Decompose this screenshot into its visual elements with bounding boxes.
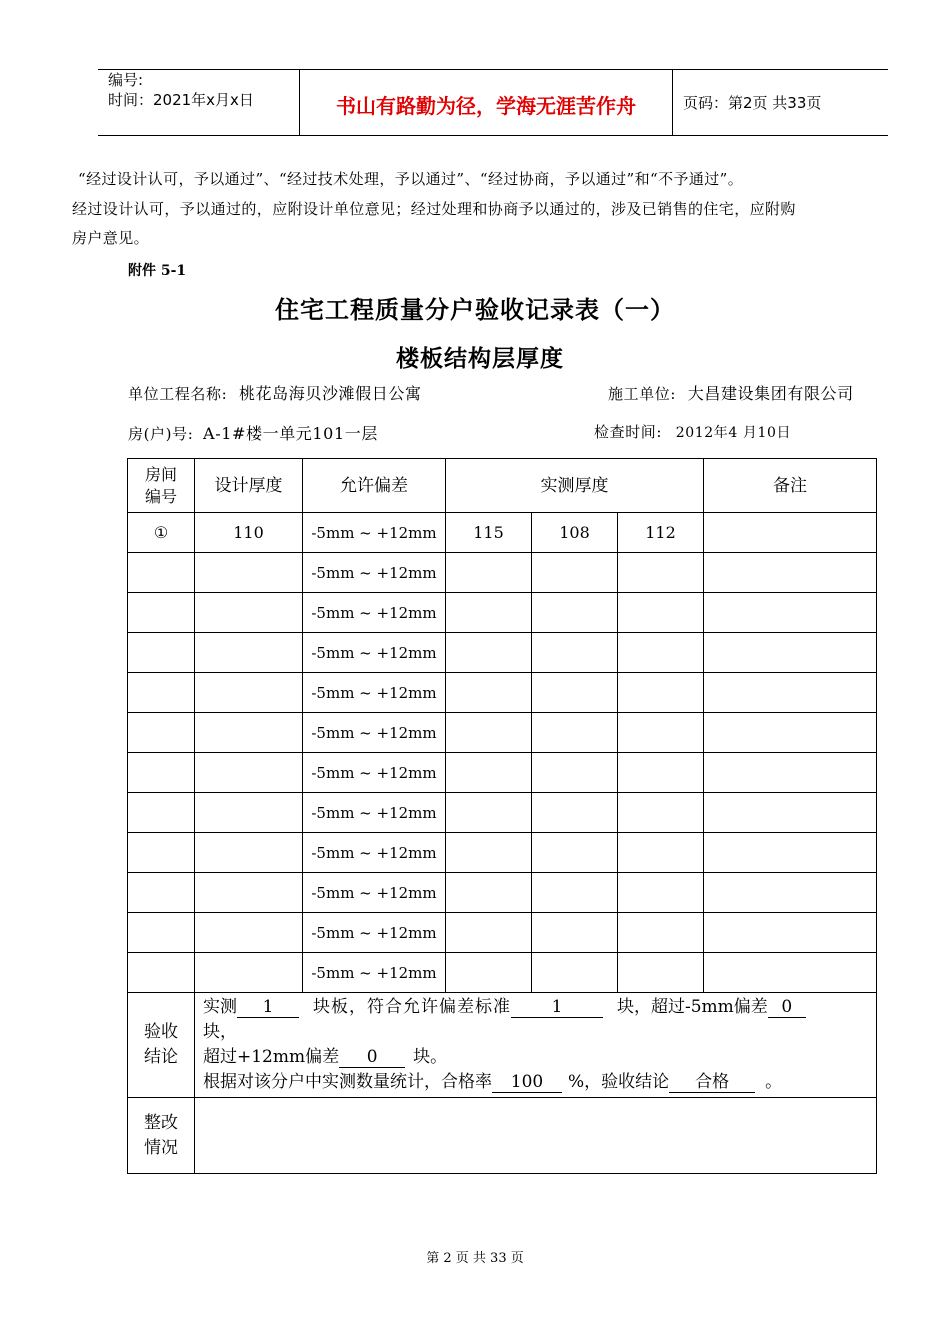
cell-remark: [704, 753, 877, 793]
header-measured: 实测厚度: [446, 459, 704, 513]
project-value: 桃花岛海贝沙滩假日公寓: [238, 384, 422, 403]
cell-remark: [704, 553, 877, 593]
header-meta: [108, 70, 254, 110]
cell-tolerance: -5mm ~ +12mm: [303, 713, 446, 753]
page-subtitle: 楼板结构层厚度: [396, 346, 564, 372]
over-count: 0: [339, 1047, 405, 1068]
cell-measured-2: [532, 553, 618, 593]
annex-label: 附件 5-1: [128, 263, 187, 279]
cell-tolerance: -5mm ~ +12mm: [303, 673, 446, 713]
room-label: 房(户)号:: [128, 425, 194, 443]
cell-room: [128, 553, 195, 593]
conclusion-line-3: [203, 1045, 868, 1070]
cell-design: [195, 593, 303, 633]
doc-number-label: 编号:: [108, 71, 144, 89]
cell-measured-1: 115: [446, 513, 532, 553]
cell-room: [128, 673, 195, 713]
cell-measured-3: [618, 593, 704, 633]
cell-measured-1: [446, 673, 532, 713]
header-room: [128, 459, 195, 513]
cell-remark: [704, 513, 877, 553]
table-row: [128, 673, 877, 713]
cell-measured-2: [532, 593, 618, 633]
header-tolerance: 允许偏差: [303, 459, 446, 513]
cell-tolerance: -5mm ~ +12mm: [303, 593, 446, 633]
cell-tolerance: -5mm ~ +12mm: [303, 553, 446, 593]
doc-time-label: 时间：2021年x月x日: [108, 91, 254, 109]
cell-measured-3: [618, 913, 704, 953]
cell-tolerance: -5mm ~ +12mm: [303, 633, 446, 673]
cell-measured-2: [532, 913, 618, 953]
table-row: [128, 553, 877, 593]
cell-remark: [704, 673, 877, 713]
conclusion-t2: 块板，符合允许偏差标准: [313, 997, 511, 1017]
conclusion-t8: %，验收结论: [568, 1072, 670, 1092]
conclusion-text: [195, 993, 877, 1098]
conclusion-line-1: [203, 995, 868, 1020]
cell-remark: [704, 953, 877, 993]
check-date-value: 2012年4 月10日: [675, 425, 792, 441]
header-page-info: 页码：第2页 共33页: [683, 94, 822, 112]
cell-measured-1: [446, 633, 532, 673]
table-row: [128, 833, 877, 873]
conclusion-t5: 超过+12mm偏差: [203, 1047, 340, 1067]
cell-measured-1: [446, 833, 532, 873]
cell-measured-3: [618, 753, 704, 793]
table-row: [128, 513, 877, 553]
cell-measured-1: [446, 953, 532, 993]
project-label: 单位工程名称:: [128, 385, 228, 403]
measured-count: 1: [237, 997, 299, 1018]
cell-remark: [704, 913, 877, 953]
intro-line-3: 房户意见。: [72, 229, 150, 247]
conclusion-t9: 。: [765, 1072, 783, 1092]
cell-measured-1: [446, 793, 532, 833]
cell-measured-1: [446, 593, 532, 633]
cell-measured-2: [532, 833, 618, 873]
table-header-row: [128, 459, 877, 513]
rectify-label: [128, 1098, 195, 1174]
conclusion-t7: 根据对该分户中实测数量统计，合格率: [203, 1072, 492, 1092]
cell-measured-1: [446, 553, 532, 593]
cell-room: ①: [128, 513, 195, 553]
cell-room: [128, 873, 195, 913]
cell-room: [128, 753, 195, 793]
table-row: [128, 913, 877, 953]
conclusion-line-4: [203, 1070, 868, 1095]
cell-measured-3: [618, 673, 704, 713]
cell-measured-3: [618, 873, 704, 913]
cell-measured-3: [618, 633, 704, 673]
cell-remark: [704, 793, 877, 833]
builder-value: 大昌建设集团有限公司: [687, 384, 854, 403]
cell-measured-3: [618, 793, 704, 833]
table-row: [128, 593, 877, 633]
table-row: [128, 753, 877, 793]
conclusion-t6: 块。: [413, 1047, 448, 1067]
cell-measured-2: 108: [532, 513, 618, 553]
conclusion-t3: 块，超过-5mm偏差: [617, 997, 768, 1017]
conclusion-label: [128, 993, 195, 1098]
table-row: [128, 953, 877, 993]
cell-measured-1: [446, 713, 532, 753]
cell-tolerance: -5mm ~ +12mm: [303, 513, 446, 553]
cell-remark: [704, 633, 877, 673]
header-divider-2: [672, 69, 673, 135]
cell-measured-1: [446, 873, 532, 913]
cell-measured-3: [618, 833, 704, 873]
table-row: [128, 713, 877, 753]
cell-remark: [704, 593, 877, 633]
room-value: A-1#楼一单元101一层: [203, 424, 378, 443]
cell-tolerance: -5mm ~ +12mm: [303, 833, 446, 873]
under-count: 0: [768, 997, 806, 1018]
cell-design: [195, 753, 303, 793]
conclusion-t1: 实测: [203, 997, 237, 1017]
table-row: [128, 633, 877, 673]
cell-room: [128, 633, 195, 673]
cell-measured-2: [532, 873, 618, 913]
cell-room: [128, 913, 195, 953]
cell-remark: [704, 833, 877, 873]
cell-measured-2: [532, 673, 618, 713]
cell-measured-2: [532, 793, 618, 833]
builder-label: 施工单位:: [608, 385, 677, 403]
rectify-label-line2: 情况: [144, 1137, 178, 1158]
header-remark: 备注: [704, 459, 877, 513]
cell-design: [195, 793, 303, 833]
table-row: [128, 873, 877, 913]
cell-design: [195, 713, 303, 753]
conclusion-label-line2: 结论: [144, 1047, 178, 1067]
cell-design: [195, 673, 303, 713]
header-room-line1: 房间: [144, 464, 177, 484]
room-row: [128, 421, 378, 444]
cell-remark: [704, 873, 877, 913]
cell-measured-3: [618, 713, 704, 753]
pass-rate: 100: [492, 1072, 562, 1093]
page-title: 住宅工程质量分户验收记录表（一）: [275, 296, 675, 324]
rectify-value: [195, 1098, 877, 1174]
cell-measured-3: 112: [618, 513, 704, 553]
page-footer: 第 2 页 共 33 页: [426, 1251, 524, 1266]
conclusion-label-line1: 验收: [144, 1022, 178, 1042]
header-bottom-rule: [98, 135, 888, 136]
cell-tolerance: -5mm ~ +12mm: [303, 753, 446, 793]
builder-row: [608, 381, 854, 404]
cell-design: [195, 953, 303, 993]
rectify-label-line1: 整改: [144, 1112, 178, 1133]
cell-room: [128, 793, 195, 833]
cell-tolerance: -5mm ~ +12mm: [303, 793, 446, 833]
table-row: [128, 793, 877, 833]
cell-design: 110: [195, 513, 303, 553]
cell-design: [195, 873, 303, 913]
header-design: 设计厚度: [195, 459, 303, 513]
cell-room: [128, 833, 195, 873]
cell-room: [128, 593, 195, 633]
cell-measured-2: [532, 713, 618, 753]
inspection-table: [127, 458, 877, 1174]
cell-design: [195, 913, 303, 953]
cell-measured-1: [446, 913, 532, 953]
pass-count: 1: [511, 997, 603, 1018]
cell-room: [128, 953, 195, 993]
cell-measured-2: [532, 753, 618, 793]
conclusion-row: [128, 993, 877, 1098]
intro-line-2: 经过设计认可，予以通过的，应附设计单位意见；经过处理和协商予以通过的，涉及已销售的住宅，应附购: [72, 200, 796, 218]
cell-remark: [704, 713, 877, 753]
check-date-row: [594, 421, 791, 442]
project-name-row: [128, 381, 422, 404]
cell-tolerance: -5mm ~ +12mm: [303, 953, 446, 993]
cell-measured-1: [446, 753, 532, 793]
cell-tolerance: -5mm ~ +12mm: [303, 873, 446, 913]
cell-measured-3: [618, 953, 704, 993]
header-motto: 书山有路勤为径，学海无涯苦作舟: [336, 94, 636, 118]
check-date-label: 检查时间:: [594, 423, 663, 441]
cell-room: [128, 713, 195, 753]
cell-design: [195, 633, 303, 673]
cell-measured-2: [532, 633, 618, 673]
cell-design: [195, 553, 303, 593]
rectify-row: [128, 1098, 877, 1174]
cell-measured-3: [618, 553, 704, 593]
intro-line-1: “经过设计认可，予以通过”、“经过技术处理，予以通过”、“经过协商，予以通过”和“不予通过”。: [78, 170, 744, 188]
header-room-line2: 编号: [144, 486, 177, 506]
conclusion-line-2: 块，: [203, 1022, 237, 1042]
cell-measured-2: [532, 953, 618, 993]
conclusion-result: 合格: [669, 1072, 755, 1093]
cell-tolerance: -5mm ~ +12mm: [303, 913, 446, 953]
cell-design: [195, 833, 303, 873]
